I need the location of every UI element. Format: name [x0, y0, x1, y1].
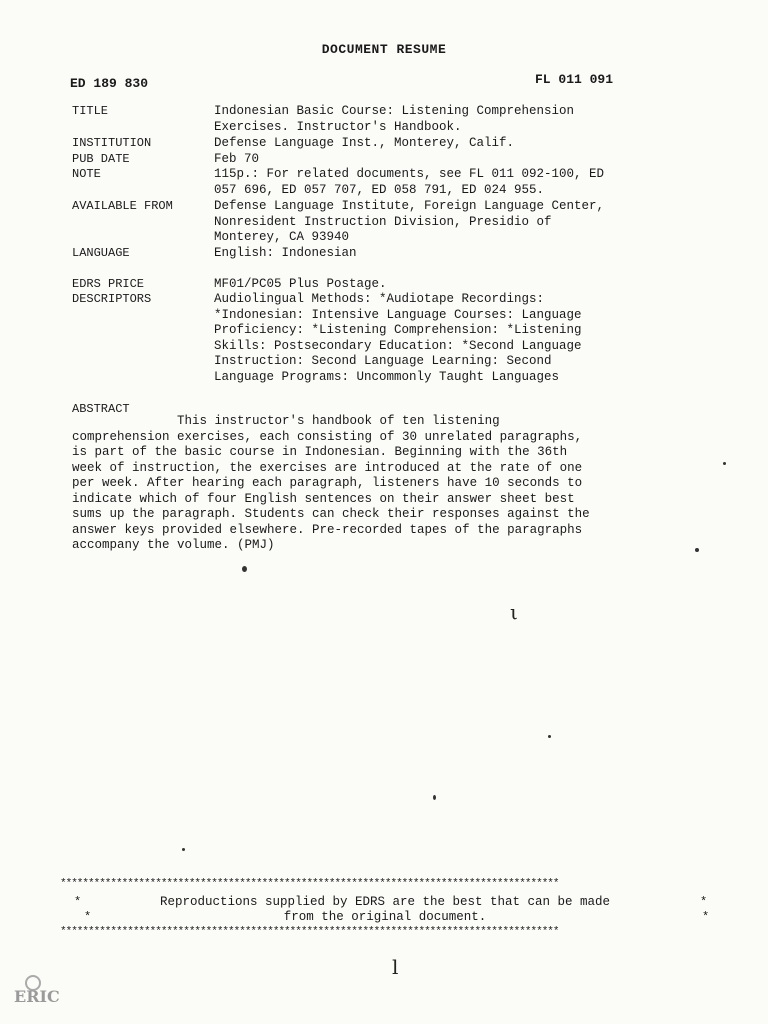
- footer-side-star: *: [700, 895, 708, 909]
- field-value-institution: [214, 136, 684, 152]
- abstract-line: indicate which of four English sentences on their answer sheet best: [72, 491, 575, 506]
- abstract-line: week of instruction, the exercises are introduced at the rate of one: [72, 460, 583, 475]
- footer-stars-bottom: *****************************************************************************************: [60, 926, 559, 938]
- footer-side-star: *: [74, 895, 82, 909]
- footer-stars-top: *****************************************************************************************: [60, 878, 559, 890]
- field-value-line: Language Programs: Uncommonly Taught Languages: [214, 369, 560, 384]
- field-label-available-from: AVAILABLE FROM: [72, 199, 173, 213]
- scan-speck: [548, 735, 551, 738]
- abstract-line: per week. After hearing each paragraph, listeners have 10 seconds to: [72, 476, 583, 490]
- field-value-edrs-price: [214, 277, 684, 293]
- eric-logo-text: ERIC: [14, 987, 60, 1006]
- field-label-language: LANGUAGE: [72, 246, 130, 260]
- abstract-line: sums up the paragraph. Students can check their responses against the: [72, 507, 590, 521]
- field-value-line: MF01/PC05 Plus Postage.: [214, 277, 387, 291]
- abstract-line: is part of the basic course in Indonesian. Beginning with the 36th: [72, 445, 568, 459]
- reproduction-line: Reproductions supplied by EDRS are the best that can be made: [159, 895, 611, 909]
- ed-number: ED 189 830: [70, 76, 149, 91]
- field-label-edrs-price: EDRS PRICE: [72, 277, 145, 291]
- field-value-note: [214, 167, 684, 198]
- field-value-line: Indonesian Basic Course: Listening Comprehension: [214, 104, 575, 118]
- reproduction-line: from the original document.: [283, 910, 487, 924]
- field-value-line: Skills: Postsecondary Education: *Second Language: [214, 338, 582, 353]
- abstract-line: answer keys provided elsewhere. Pre-recorded tapes of the paragraphs: [72, 522, 583, 537]
- abstract-line: This instructor's handbook of ten listening: [72, 414, 500, 428]
- field-value-line: Defense Language Inst., Monterey, Calif.: [214, 136, 515, 150]
- field-label-institution: INSTITUTION: [72, 136, 152, 150]
- field-value-line: Defense Language Institute, Foreign Language Center,: [214, 199, 605, 213]
- abstract-text: [72, 414, 702, 554]
- field-value-line: *Indonesian: Intensive Language Courses: Language: [214, 307, 582, 322]
- scan-speck: [695, 548, 699, 552]
- scan-speck: [182, 848, 185, 851]
- field-value-available-from: [214, 199, 684, 246]
- eric-logo: [12, 975, 60, 1013]
- fl-number: FL 011 091: [535, 72, 614, 87]
- document-title: DOCUMENT RESUME: [321, 42, 447, 57]
- scan-speck: [242, 566, 247, 572]
- scan-speck: [433, 795, 436, 800]
- field-value-line: 115p.: For related documents, see FL 011 092-100, ED: [214, 167, 605, 181]
- field-label-note: NOTE: [72, 167, 101, 181]
- field-value-line: Exercises. Instructor's Handbook.: [214, 119, 462, 134]
- field-value-line: Proficiency: *Listening Comprehension: *Listening: [214, 323, 582, 337]
- field-label-pub-date: PUB DATE: [72, 152, 130, 166]
- field-value-line: English: Indonesian: [214, 246, 357, 260]
- field-label-title: TITLE: [72, 104, 109, 118]
- abstract-label: ABSTRACT: [72, 402, 130, 416]
- reproduction-notice: [60, 895, 710, 925]
- field-value-line: Monterey, CA 93940: [214, 230, 350, 244]
- abstract-line: comprehension exercises, each consisting of 30 unrelated paragraphs,: [72, 429, 583, 444]
- field-label-descriptors: DESCRIPTORS: [72, 292, 152, 306]
- field-value-line: Nonresident Instruction Division, Presidio of: [214, 214, 552, 229]
- scan-mark: ι: [510, 600, 518, 624]
- abstract-line: accompany the volume. (PMJ): [72, 538, 275, 552]
- field-value-pub-date: [214, 152, 684, 168]
- field-value-line: Audiolingual Methods: *Audiotape Recordings:: [214, 292, 545, 306]
- field-value-line: 057 696, ED 057 707, ED 058 791, ED 024 955.: [214, 182, 545, 197]
- field-value-line: Instruction: Second Language Learning: Second: [214, 354, 552, 368]
- scan-mark: l: [392, 955, 399, 979]
- field-value-title: [214, 104, 684, 135]
- footer-side-star: *: [702, 910, 710, 924]
- field-value-descriptors: [214, 292, 684, 385]
- field-value-line: Feb 70: [214, 152, 260, 166]
- footer-side-star: *: [84, 910, 92, 924]
- scan-speck: [723, 462, 726, 465]
- field-value-language: [214, 246, 684, 262]
